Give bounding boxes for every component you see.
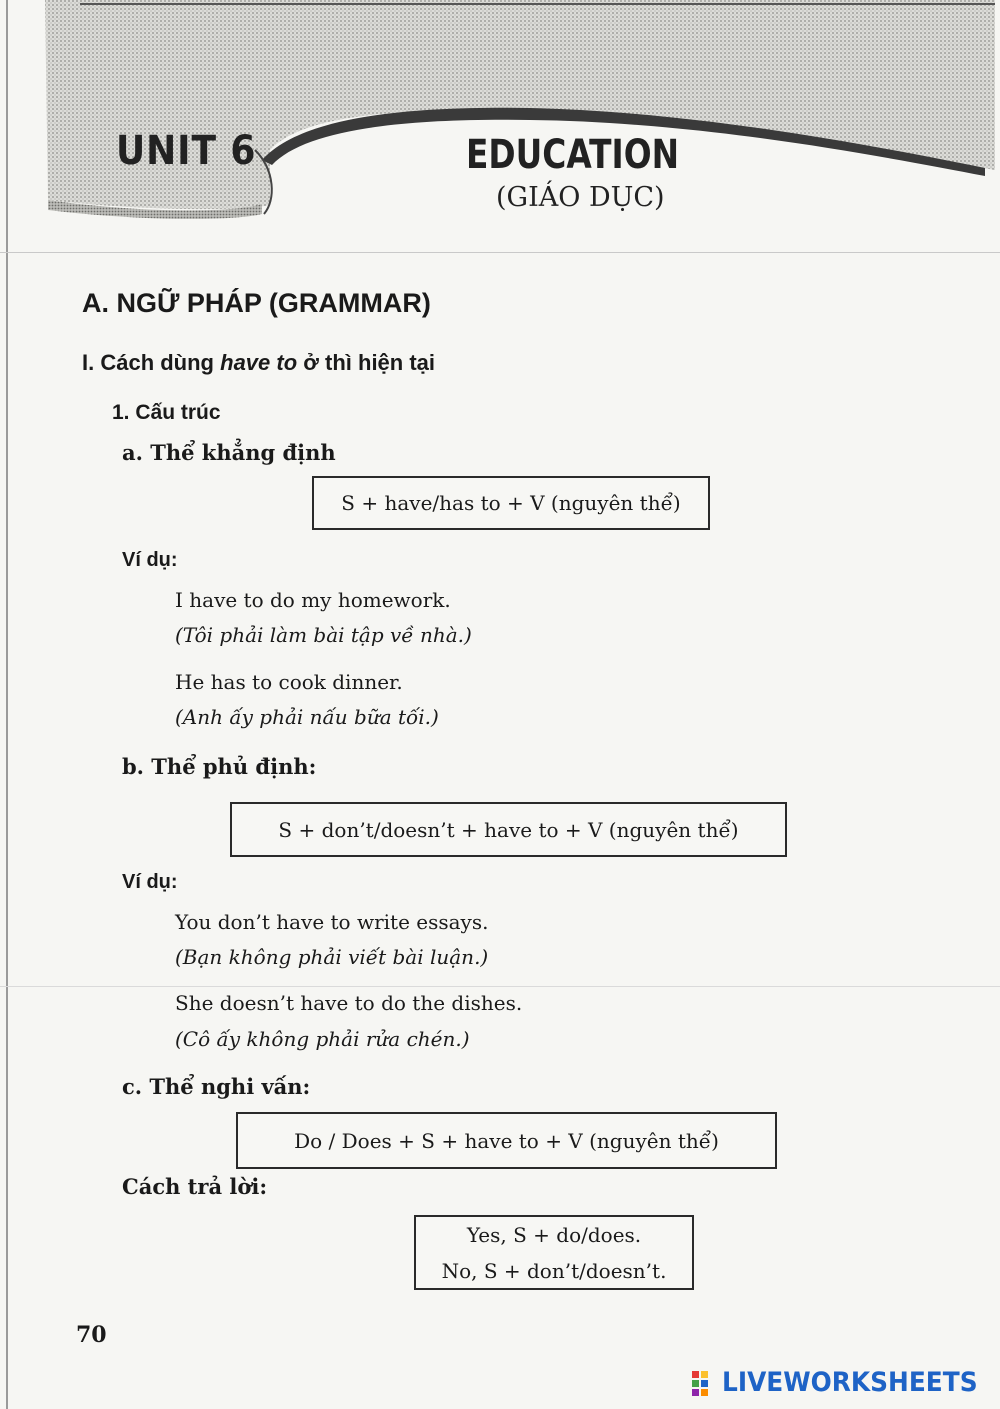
interrogative-formula-box — [236, 1112, 777, 1169]
interrogative-formula: Do / Does + S + have to + V (nguyên thể) — [294, 1128, 719, 1153]
section-i-heading — [82, 350, 435, 376]
answer-box — [414, 1215, 694, 1290]
liveworksheets-name: LIVEWORKSHEETS — [722, 1367, 978, 1398]
affirmative-example-2-vi: (Anh ấy phải nấu bữa tối.) — [175, 705, 439, 729]
liveworksheets-logo-icon — [692, 1369, 718, 1397]
affirmative-example-label: Ví dụ: — [122, 549, 178, 571]
section-i-prefix: I. Cách dùng — [82, 350, 221, 375]
divider — [0, 252, 1000, 253]
interrogative-heading: c. Thể nghi vấn: — [122, 1074, 311, 1099]
negative-example-2-vi: (Cô ấy không phải rửa chén.) — [175, 1027, 470, 1051]
affirmative-formula: S + have/has to + V (nguyên thể) — [341, 491, 681, 515]
structure-heading: 1. Cấu trúc — [112, 401, 221, 424]
negative-example-1-en: You don’t have to write essays. — [175, 910, 489, 934]
section-i-emphasis: have to — [220, 350, 298, 375]
answer-yes: Yes, S + do/does. — [466, 1223, 642, 1247]
section-a-heading: A. NGỮ PHÁP (GRAMMAR) — [82, 288, 431, 318]
affirmative-example-1-vi: (Tôi phải làm bài tập về nhà.) — [175, 623, 472, 647]
unit-number: UNIT 6 — [116, 128, 257, 174]
affirmative-example-1-en: I have to do my homework. — [175, 588, 451, 612]
negative-example-2-en: She doesn’t have to do the dishes. — [175, 991, 523, 1015]
negative-formula: S + don’t/doesn’t + have to + V (nguyên thể) — [278, 817, 739, 842]
scan-line — [0, 986, 1000, 987]
unit-subtitle: (GIÁO DỤC) — [496, 182, 665, 213]
affirmative-heading: a. Thể khẳng định — [122, 440, 336, 465]
negative-example-label: Ví dụ: — [122, 871, 178, 893]
unit-title: EDUCATION — [466, 132, 680, 178]
answer-label: Cách trả lời: — [122, 1174, 268, 1199]
answer-no: No, S + don’t/doesn’t. — [441, 1259, 667, 1283]
liveworksheets-brand[interactable] — [692, 1367, 1000, 1398]
affirmative-formula-box — [312, 476, 710, 530]
affirmative-example-2-en: He has to cook dinner. — [175, 670, 403, 694]
page-number: 70 — [76, 1322, 107, 1348]
negative-heading: b. Thể phủ định: — [122, 754, 317, 779]
negative-formula-box — [230, 802, 787, 857]
negative-example-1-vi: (Bạn không phải viết bài luận.) — [175, 945, 489, 969]
section-i-suffix: ở thì hiện tại — [297, 350, 436, 375]
